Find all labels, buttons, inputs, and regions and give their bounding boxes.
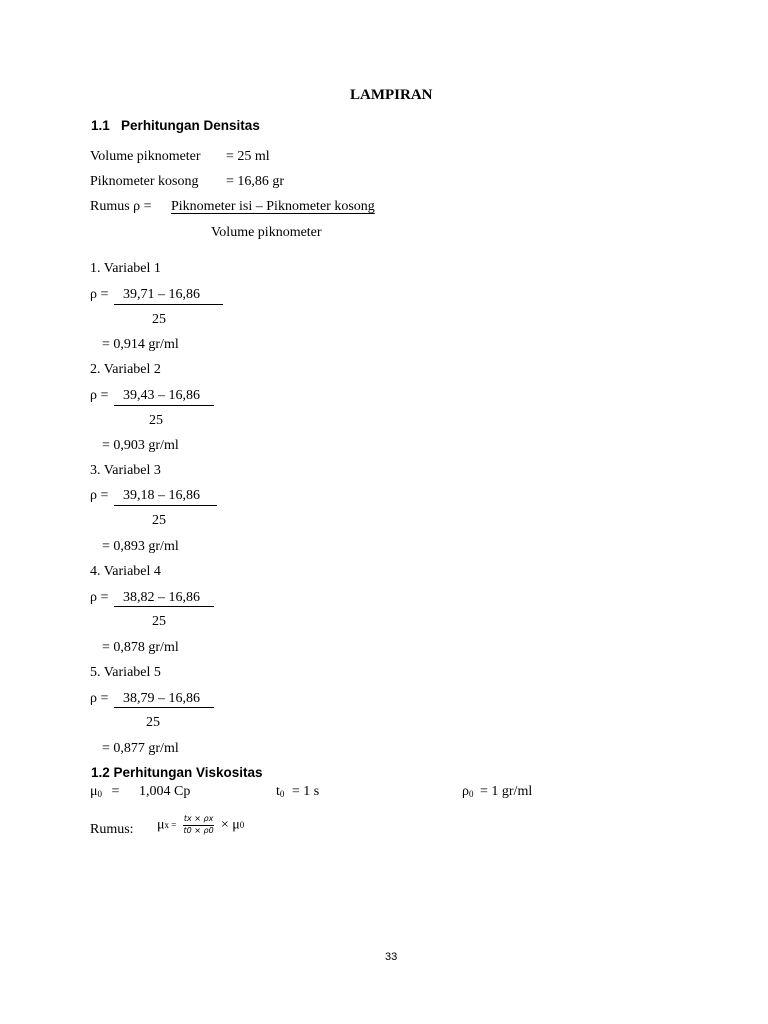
rho-symbol: ρ =: [90, 488, 109, 503]
rho0-subscript: 0: [469, 789, 474, 799]
rho-symbol: ρ: [462, 784, 469, 799]
fraction-denominator: 25: [152, 513, 166, 528]
mu0-value: 1,004 Cp: [139, 784, 191, 799]
result-value: = 0,893 gr/ml: [102, 539, 179, 554]
fraction-denominator: 25: [146, 715, 160, 730]
fraction-numerator: 39,18 – 16,86: [123, 488, 200, 503]
fraction-bar: [114, 707, 214, 708]
empty-label: Piknometer kosong: [90, 174, 199, 189]
result-value: = 0,914 gr/ml: [102, 337, 179, 352]
rho0-value: = 1 gr/ml: [480, 784, 533, 799]
section-heading-viskositas: 1.2 Perhitungan Viskositas: [91, 765, 263, 780]
rho-symbol: ρ =: [90, 590, 109, 605]
variable-label: 2. Variabel 2: [90, 362, 161, 377]
formula-fraction-numerator: tx × ρx: [183, 815, 214, 826]
page-title: LAMPIRAN: [350, 87, 433, 103]
rho-symbol: ρ =: [90, 287, 109, 302]
volume-value: = 25 ml: [226, 149, 270, 164]
variable-label: 1. Variabel 1: [90, 261, 161, 276]
volume-label: Volume piknometer: [90, 149, 201, 164]
mu0-equals: =: [111, 784, 120, 799]
variable-label: 3. Variabel 3: [90, 463, 161, 478]
fraction-denominator: 25: [152, 312, 166, 327]
mux-subscript: x =: [164, 819, 177, 830]
result-value: = 0,877 gr/ml: [102, 741, 179, 756]
formula-denominator: Volume piknometer: [211, 225, 322, 240]
fraction-denominator: 25: [149, 413, 163, 428]
mu0-subscript: 0: [97, 789, 103, 799]
mux-symbol: μ: [157, 817, 165, 833]
mu-symbol: μ: [90, 784, 98, 799]
formula-label: Rumus ρ =: [90, 199, 152, 214]
page-number: 33: [385, 951, 398, 963]
t-symbol: t: [276, 784, 280, 799]
mu0-constant: [90, 785, 119, 799]
fraction-denominator: 25: [152, 614, 166, 629]
fraction-bar: [114, 505, 217, 506]
variable-label: 5. Variabel 5: [90, 665, 161, 680]
formula-numerator: Piknometer isi – Piknometer kosong: [171, 199, 375, 214]
result-value: = 0,903 gr/ml: [102, 438, 179, 453]
rumus-label: Rumus:: [90, 822, 134, 837]
viscosity-formula: [157, 815, 244, 836]
fraction-numerator: 38,79 – 16,86: [123, 691, 200, 706]
fraction-bar: [114, 405, 214, 406]
section-title: Perhitungan Densitas: [121, 118, 260, 133]
formula-fraction: [183, 815, 214, 836]
t0-value: = 1 s: [291, 784, 320, 799]
fraction-numerator: 39,43 – 16,86: [123, 388, 200, 403]
fraction-numerator: 39,71 – 16,86: [123, 287, 200, 302]
section-number: 1.1: [91, 118, 110, 133]
t0-subscript: 0: [279, 789, 285, 799]
fraction-numerator: 38,82 – 16,86: [123, 590, 200, 605]
times-mu0-subscript: 0: [239, 819, 245, 830]
result-value: = 0,878 gr/ml: [102, 640, 179, 655]
formula-fraction-denominator: t0 × ρ0: [183, 825, 214, 835]
section-heading-densitas: [91, 119, 260, 133]
times-mu0: × μ: [220, 817, 240, 833]
fraction-bar: [114, 606, 214, 607]
rho-symbol: ρ =: [90, 691, 109, 706]
rho-symbol: ρ =: [90, 388, 109, 403]
variable-label: 4. Variabel 4: [90, 564, 161, 579]
empty-value: = 16,86 gr: [226, 174, 285, 189]
rho0-constant: [462, 785, 532, 799]
fraction-bar: [114, 304, 223, 305]
t0-constant: [276, 785, 319, 799]
